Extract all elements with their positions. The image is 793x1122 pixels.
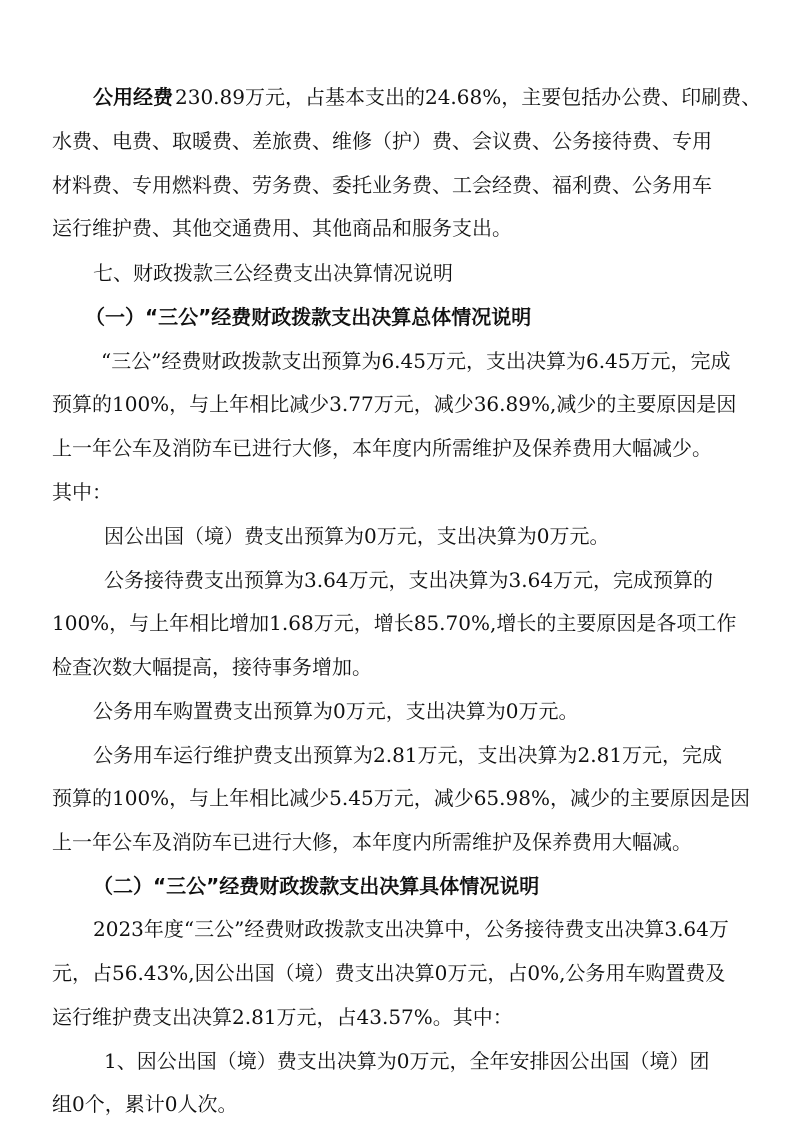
overall-text-3: 上一年公车及消防车已进行大修，本年度内所需维护及保养费用大幅减少。 bbox=[52, 436, 712, 460]
overall-text-2: 预算的100%，与上年相比减少3.77万元，减少36.89%,减少的主要原因是因 bbox=[52, 392, 737, 416]
overall-text-1: “三公”经费财政拨款支出预算为6.45万元，支出决算为6.45万元，完成 bbox=[101, 349, 731, 373]
public-funds-text-1: 230.89万元，占基本支出的24.68%，主要包括办公费、印刷费、 bbox=[175, 85, 762, 109]
reception-text-2: 100%，与上年相比增加1.68万元，增长85.70%,增长的主要原因是各项工作 bbox=[52, 611, 737, 635]
item-1-text-2: 组0个，累计0人次。 bbox=[52, 1092, 238, 1116]
item-1-text-1: 1、因公出国（境）费支出决算为0万元，全年安排因公出国（境）团 bbox=[104, 1049, 710, 1073]
public-funds-text-3: 材料费、专用燃料费、劳务费、委托业务费、工会经费、福利费、公务用车 bbox=[52, 173, 712, 197]
overall-text-4: 其中： bbox=[52, 480, 112, 504]
abroad-text: 因公出国（境）费支出预算为0万元，支出决算为0万元。 bbox=[104, 524, 610, 548]
vehicle-purchase-text: 公务用车购置费支出预算为0万元，支出决算为0万元。 bbox=[93, 699, 579, 723]
vehicle-operation-text-1: 公务用车运行维护费支出预算为2.81万元，支出决算为2.81万元，完成 bbox=[93, 743, 723, 767]
specific-text-1: 2023年度“三公”经费财政拨款支出决算中，公务接待费支出决算3.64万 bbox=[93, 917, 729, 941]
specific-text-3: 运行维护费支出决算2.81万元，占43.57%。其中： bbox=[52, 1005, 513, 1029]
public-funds-text-2: 水费、电费、取暖费、差旅费、维修（护）费、会议费、公务接待费、专用 bbox=[52, 129, 712, 153]
subsection-1-title-text: （一）“三公”经费财政拨款支出决算总体情况说明 bbox=[85, 305, 532, 329]
subsection-2-title-text: （二）“三公”经费财政拨款支出决算具体情况说明 bbox=[93, 874, 540, 898]
public-funds-text-4: 运行维护费、其他交通费用、其他商品和服务支出。 bbox=[52, 216, 512, 240]
vehicle-operation-text-2: 预算的100%，与上年相比减少5.45万元，减少65.98%，减少的主要原因是因 bbox=[52, 786, 750, 810]
vehicle-operation-text-3: 上一年公车及消防车已进行大修，本年度内所需维护及保养费用大幅减。 bbox=[52, 830, 692, 854]
section-7-title-text: 七、财政拨款三公经费支出决算情况说明 bbox=[93, 261, 453, 285]
public-funds-term: 公用经费 bbox=[93, 85, 173, 109]
reception-text-1: 公务接待费支出预算为3.64万元，支出决算为3.64万元，完成预算的 bbox=[104, 568, 714, 592]
reception-text-3: 检查次数大幅提高，接待事务增加。 bbox=[52, 655, 372, 679]
specific-text-2: 元，占56.43%,因公出国（境）费支出决算0万元，占0%,公务用车购置费及 bbox=[52, 961, 726, 985]
